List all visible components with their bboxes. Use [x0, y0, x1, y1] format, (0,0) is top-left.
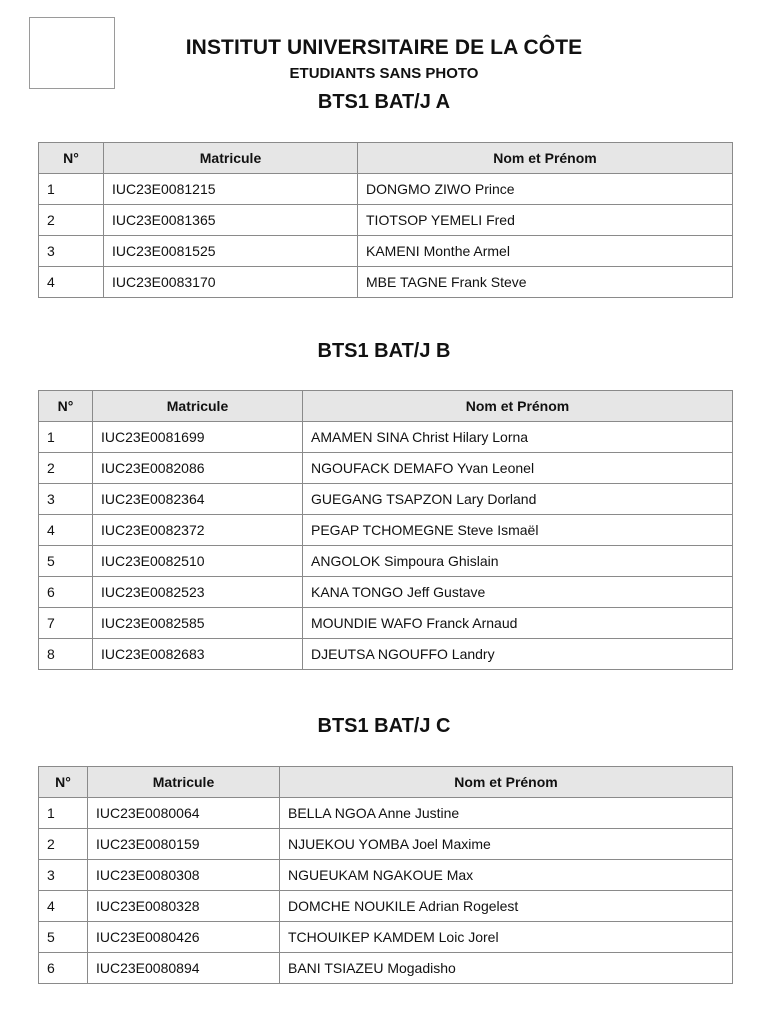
- row-number: 3: [39, 236, 104, 267]
- row-name: MOUNDIE WAFO Franck Arnaud: [303, 608, 733, 639]
- column-header-matricule: Matricule: [88, 767, 280, 798]
- row-matricule: IUC23E0081215: [104, 174, 358, 205]
- section-title-bts1-bat-j-b: BTS1 BAT/J B: [317, 340, 451, 362]
- row-matricule: IUC23E0082523: [93, 577, 303, 608]
- row-number: 5: [39, 546, 93, 577]
- row-number: 2: [39, 453, 93, 484]
- row-matricule: IUC23E0082585: [93, 608, 303, 639]
- row-matricule: IUC23E0080308: [88, 860, 280, 891]
- row-matricule: IUC23E0080159: [88, 829, 280, 860]
- table-header-row: [39, 391, 733, 422]
- column-header-number: N°: [39, 143, 104, 174]
- row-name: TCHOUIKEP KAMDEM Loic Jorel: [280, 922, 733, 953]
- row-number: 2: [39, 829, 88, 860]
- row-number: 2: [39, 205, 104, 236]
- row-name: AMAMEN SINA Christ Hilary Lorna: [303, 422, 733, 453]
- row-number: 1: [39, 798, 88, 829]
- students-table-a: [38, 142, 733, 298]
- row-number: 1: [39, 174, 104, 205]
- row-number: 3: [39, 484, 93, 515]
- row-matricule: IUC23E0082372: [93, 515, 303, 546]
- institution-title: INSTITUT UNIVERSITAIRE DE LA CÔTE: [185, 36, 583, 59]
- column-header-number: N°: [39, 391, 93, 422]
- row-name: BELLA NGOA Anne Justine: [280, 798, 733, 829]
- table-row: [39, 639, 733, 670]
- row-matricule: IUC23E0080426: [88, 922, 280, 953]
- row-name: GUEGANG TSAPZON Lary Dorland: [303, 484, 733, 515]
- table-row: [39, 267, 733, 298]
- row-matricule: IUC23E0082510: [93, 546, 303, 577]
- row-name: DONGMO ZIWO Prince: [358, 174, 733, 205]
- row-number: 4: [39, 267, 104, 298]
- column-header-number: N°: [39, 767, 88, 798]
- row-name: DJEUTSA NGOUFFO Landry: [303, 639, 733, 670]
- row-matricule: IUC23E0081525: [104, 236, 358, 267]
- row-name: KAMENI Monthe Armel: [358, 236, 733, 267]
- row-name: DOMCHE NOUKILE Adrian Rogelest: [280, 891, 733, 922]
- row-number: 8: [39, 639, 93, 670]
- row-name: MBE TAGNE Frank Steve: [358, 267, 733, 298]
- table-row: [39, 546, 733, 577]
- row-name: NGOUFACK DEMAFO Yvan Leonel: [303, 453, 733, 484]
- row-number: 4: [39, 515, 93, 546]
- table-row: [39, 205, 733, 236]
- table-row: [39, 891, 733, 922]
- row-name: PEGAP TCHOMEGNE Steve Ismaël: [303, 515, 733, 546]
- column-header-name: Nom et Prénom: [358, 143, 733, 174]
- row-matricule: IUC23E0082683: [93, 639, 303, 670]
- row-number: 5: [39, 922, 88, 953]
- row-number: 1: [39, 422, 93, 453]
- row-matricule: IUC23E0081365: [104, 205, 358, 236]
- row-matricule: IUC23E0080064: [88, 798, 280, 829]
- row-name: NGUEUKAM NGAKOUE Max: [280, 860, 733, 891]
- row-matricule: IUC23E0082364: [93, 484, 303, 515]
- table-row: [39, 798, 733, 829]
- table-row: [39, 484, 733, 515]
- table-row: [39, 422, 733, 453]
- row-number: 7: [39, 608, 93, 639]
- row-name: TIOTSOP YEMELI Fred: [358, 205, 733, 236]
- column-header-name: Nom et Prénom: [280, 767, 733, 798]
- section-title-bts1-bat-j-c: BTS1 BAT/J C: [317, 715, 451, 737]
- column-header-name: Nom et Prénom: [303, 391, 733, 422]
- row-matricule: IUC23E0080894: [88, 953, 280, 984]
- table-row: [39, 174, 733, 205]
- row-matricule: IUC23E0083170: [104, 267, 358, 298]
- table-header-row: [39, 767, 733, 798]
- row-number: 6: [39, 953, 88, 984]
- column-header-matricule: Matricule: [93, 391, 303, 422]
- row-number: 4: [39, 891, 88, 922]
- row-matricule: IUC23E0081699: [93, 422, 303, 453]
- document-subtitle: ETUDIANTS SANS PHOTO: [289, 65, 479, 82]
- students-table-c: [38, 766, 733, 984]
- row-matricule: IUC23E0082086: [93, 453, 303, 484]
- row-name: BANI TSIAZEU Mogadisho: [280, 953, 733, 984]
- row-number: 3: [39, 860, 88, 891]
- column-header-matricule: Matricule: [104, 143, 358, 174]
- section-title-bts1-bat-j-a: BTS1 BAT/J A: [317, 91, 451, 113]
- table-row: [39, 515, 733, 546]
- table-row: [39, 236, 733, 267]
- row-number: 6: [39, 577, 93, 608]
- table-row: [39, 860, 733, 891]
- row-name: NJUEKOU YOMBA Joel Maxime: [280, 829, 733, 860]
- row-name: ANGOLOK Simpoura Ghislain: [303, 546, 733, 577]
- row-matricule: IUC23E0080328: [88, 891, 280, 922]
- table-row: [39, 608, 733, 639]
- table-row: [39, 453, 733, 484]
- table-row: [39, 922, 733, 953]
- table-row: [39, 577, 733, 608]
- table-row: [39, 953, 733, 984]
- table-row: [39, 829, 733, 860]
- table-header-row: [39, 143, 733, 174]
- row-name: KANA TONGO Jeff Gustave: [303, 577, 733, 608]
- students-table-b: [38, 390, 733, 670]
